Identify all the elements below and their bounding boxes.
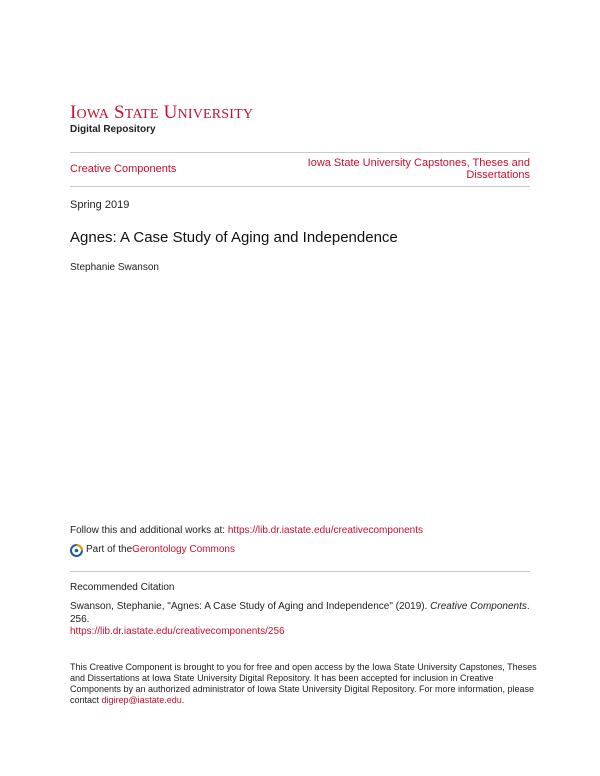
notice-end: . bbox=[181, 695, 185, 705]
citation-url-link[interactable]: https://lib.dr.iastate.edu/creativecomponents/256 bbox=[70, 626, 285, 637]
document-title: Agnes: A Case Study of Aging and Independence bbox=[70, 229, 398, 246]
citation-body: Swanson, Stephanie, "Agnes: A Case Study of Aging and Independence" (2019). bbox=[70, 601, 431, 612]
part-of-text: Part of the bbox=[86, 544, 133, 555]
university-logo-wordmark bbox=[70, 103, 285, 121]
divider-top bbox=[70, 152, 530, 153]
logo-wordmark-text: IOWA STATE UNIVERSITY bbox=[70, 103, 254, 121]
divider-citation bbox=[70, 571, 530, 572]
capstones-theses-link[interactable]: Iowa State University Capstones, Theses and Dissertations bbox=[307, 157, 530, 181]
notice-text: This Creative Component is brought to you for free and open access by the Iowa State University Capstones, Theses and Dissertations at Iowa State University Digital Repository. It has been accepted for inclusion in Creative Components by an authorized administrator of Iowa State University Digital Repository. For more information, please contact bbox=[70, 662, 537, 705]
university-logo bbox=[70, 103, 285, 121]
citation-series: Creative Components bbox=[430, 601, 527, 612]
document-author: Stephanie Swanson bbox=[70, 262, 159, 273]
publication-date: Spring 2019 bbox=[70, 199, 130, 211]
creative-components-link[interactable]: Creative Components bbox=[70, 163, 177, 175]
follow-text: Follow this and additional works at: bbox=[70, 525, 228, 536]
access-notice bbox=[70, 662, 540, 706]
repository-name: Digital Repository bbox=[70, 124, 156, 135]
divider-bottom bbox=[70, 186, 530, 187]
gerontology-commons-link[interactable]: Gerontology Commons bbox=[132, 544, 235, 555]
open-access-icon bbox=[70, 544, 83, 557]
follow-url-link[interactable]: https://lib.dr.iastate.edu/creativecomponents bbox=[227, 525, 423, 536]
contact-email-link[interactable]: digirep@iastate.edu bbox=[101, 695, 182, 705]
citation-text bbox=[70, 600, 540, 626]
part-of-line bbox=[70, 543, 235, 557]
citation-number: . 256. bbox=[70, 601, 530, 625]
follow-line bbox=[70, 526, 423, 536]
citation-heading: Recommended Citation bbox=[70, 582, 175, 593]
